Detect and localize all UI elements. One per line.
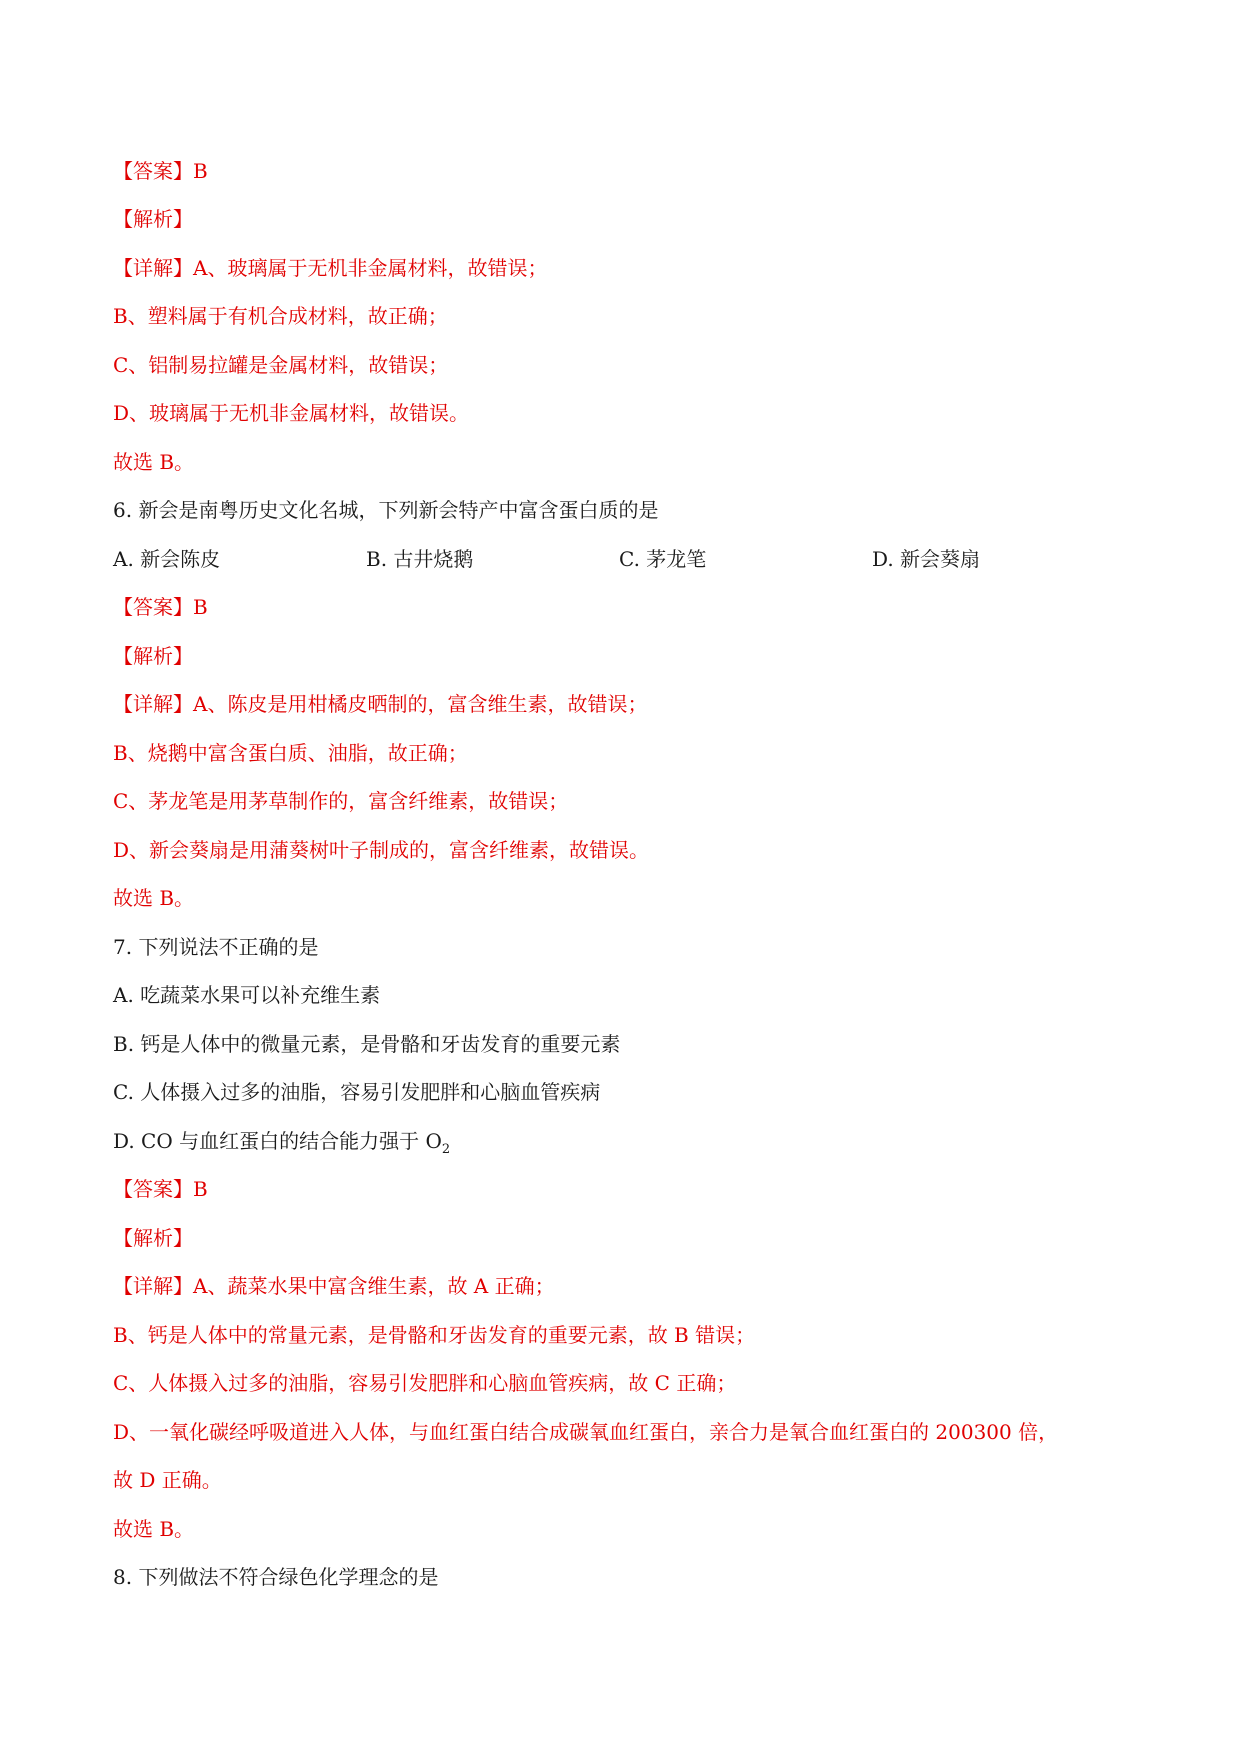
q5-analysis-heading: 【解析】 [113,207,193,231]
q7-option-d-subscript: 2 [441,1142,451,1157]
q5-choice: 故选 B。 [113,450,195,474]
q7-option-a: A. 吃蔬菜水果可以补充维生素 [113,983,381,1007]
q7-detail-a: 【详解】A、蔬菜水果中富含维生素，故 A 正确； [113,1274,555,1298]
q5-detail-b: B、塑料属于有机合成材料，故正确； [113,304,448,328]
q6-analysis-heading: 【解析】 [113,644,193,668]
q7-detail-d-line1: D、一氧化碳经呼吸道进入人体，与血红蛋白结合成碳氧血红蛋白，亲合力是氧合血红蛋白的 200300 倍， [113,1420,1059,1444]
q7-detail-c: C、人体摄入过多的油脂，容易引发肥胖和心脑血管疾病，故 C 正确； [113,1371,737,1395]
q5-detail-d: D、玻璃属于无机非金属材料，故错误。 [113,401,470,425]
q8-question: 8. 下列做法不符合绿色化学理念的是 [113,1565,439,1589]
q7-choice: 故选 B。 [113,1517,195,1541]
q7-detail-d-line2: 故 D 正确。 [113,1468,222,1492]
q6-choice: 故选 B。 [113,886,195,910]
q6-detail-b: B、烧鹅中富含蛋白质、油脂，故正确； [113,741,468,765]
q6-answer: 【答案】B [113,595,208,619]
q6-question: 6. 新会是南粤历史文化名城，下列新会特产中富含蛋白质的是 [113,498,659,522]
q7-answer: 【答案】B [113,1177,208,1201]
q6-option-b: B. 古井烧鹅 [366,547,474,571]
q7-analysis-heading: 【解析】 [113,1226,193,1250]
q7-option-d-text: D. CO 与血红蛋白的结合能力强于 O [113,1129,442,1153]
q6-detail-a: 【详解】A、陈皮是用柑橘皮晒制的，富含维生素，故错误； [113,692,648,716]
q6-option-a: A. 新会陈皮 [113,547,221,571]
q7-option-b: B. 钙是人体中的微量元素，是骨骼和牙齿发育的重要元素 [113,1032,621,1056]
q6-detail-d: D、新会葵扇是用蒲葵树叶子制成的，富含纤维素，故错误。 [113,838,650,862]
q5-detail-a: 【详解】A、玻璃属于无机非金属材料，故错误； [113,256,548,280]
q7-detail-b: B、钙是人体中的常量元素，是骨骼和牙齿发育的重要元素，故 B 错误； [113,1323,756,1347]
q6-option-c: C. 茅龙笔 [619,547,707,571]
q6-option-d: D. 新会葵扇 [872,547,981,571]
q7-option-d [113,1126,450,1156]
q5-detail-c: C、铝制易拉罐是金属材料，故错误； [113,353,449,377]
q6-detail-c: C、茅龙笔是用茅草制作的，富含纤维素，故错误； [113,789,569,813]
q7-option-c: C. 人体摄入过多的油脂，容易引发肥胖和心脑血管疾病 [113,1080,601,1104]
q5-answer: 【答案】B [113,159,208,183]
q7-question: 7. 下列说法不正确的是 [113,935,319,959]
